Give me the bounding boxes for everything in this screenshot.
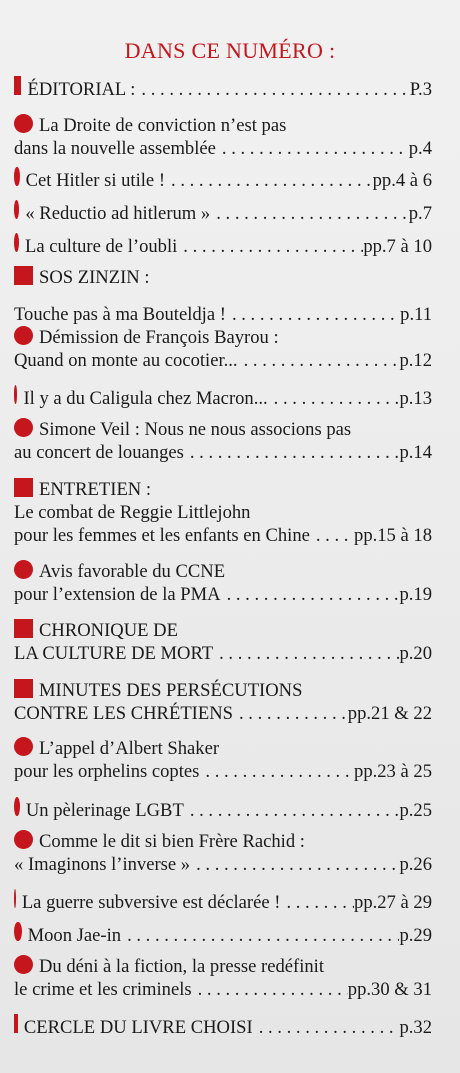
toc-entry[interactable] bbox=[14, 233, 432, 256]
toc-entry-title: MINUTES DES PERSÉCUTIONS bbox=[39, 680, 303, 701]
toc-entry[interactable] bbox=[14, 679, 432, 725]
toc-line-last bbox=[14, 1014, 432, 1037]
page-number: pp.27 à 29 bbox=[354, 892, 432, 912]
page-number: p.12 bbox=[399, 350, 432, 371]
toc-entry-title: Touche pas à ma Bouteldja ! bbox=[14, 304, 226, 325]
dot-leader bbox=[210, 202, 409, 223]
toc-entry-title: LA CULTURE DE MORT bbox=[14, 643, 214, 664]
toc-entry[interactable] bbox=[14, 922, 432, 945]
dot-leader bbox=[268, 387, 400, 408]
toc-entry[interactable] bbox=[14, 326, 432, 372]
toc-line bbox=[14, 679, 432, 702]
toc-line bbox=[14, 955, 432, 978]
toc-entry-title: dans la nouvelle assemblée bbox=[14, 138, 216, 159]
toc-entry-title: CHRONIQUE DE bbox=[39, 620, 178, 641]
toc-entry[interactable] bbox=[14, 955, 432, 1001]
dot-leader bbox=[310, 524, 354, 547]
toc-line-last bbox=[14, 922, 432, 945]
dot-leader bbox=[184, 441, 400, 464]
dot-leader bbox=[213, 642, 399, 665]
dot-leader bbox=[121, 924, 399, 945]
dot-leader bbox=[165, 169, 373, 190]
page-number: p.20 bbox=[399, 643, 432, 664]
toc-entry-title: Quand on monte au cocotier... bbox=[14, 350, 238, 371]
toc-line-last bbox=[14, 889, 432, 912]
toc-entry[interactable] bbox=[14, 114, 432, 160]
toc-entry[interactable] bbox=[14, 830, 432, 876]
dot-leader bbox=[226, 303, 400, 326]
toc-line-last bbox=[14, 978, 432, 1001]
toc-entry-title: Démission de François Bayrou : bbox=[39, 327, 279, 348]
red-circle-bullet-icon bbox=[14, 797, 20, 816]
toc-line-last bbox=[14, 853, 432, 876]
toc-line bbox=[14, 418, 432, 441]
toc-entry[interactable] bbox=[14, 167, 432, 190]
toc-entry-title: La guerre subversive est déclarée ! bbox=[21, 892, 281, 912]
toc-line-last bbox=[14, 349, 432, 372]
toc-line bbox=[14, 560, 432, 583]
toc-entry-title: « Reductio ad hitlerum » bbox=[25, 203, 211, 223]
toc-entry-title: le crime et les criminels bbox=[14, 979, 192, 1000]
toc-entry[interactable] bbox=[14, 797, 432, 820]
toc-line bbox=[14, 326, 432, 349]
red-square-bullet-icon bbox=[14, 266, 33, 285]
toc-entry-title: Un pèlerinage LGBT bbox=[25, 800, 184, 820]
page-number: p.25 bbox=[399, 800, 432, 820]
red-circle-bullet-icon bbox=[14, 955, 33, 974]
toc-entry[interactable] bbox=[14, 619, 432, 665]
toc-entry-title: pour les orphelins coptes bbox=[14, 761, 200, 782]
toc-entry-title: La culture de l’oubli bbox=[24, 236, 178, 256]
toc-entry-title: pour l’extension de la PMA bbox=[14, 584, 221, 605]
toc-entry-title: pour les femmes et les enfants en Chine bbox=[14, 525, 310, 546]
toc-line bbox=[14, 737, 432, 760]
toc-entry-title: CERCLE DU LIVRE CHOISI bbox=[23, 1017, 253, 1037]
red-circle-bullet-icon bbox=[14, 233, 19, 252]
page-title: DANS CE NUMÉRO : bbox=[124, 38, 336, 63]
page-number: P.3 bbox=[409, 79, 432, 99]
red-circle-bullet-icon bbox=[14, 385, 17, 404]
toc-entry-title: Cet Hitler si utile ! bbox=[25, 170, 166, 190]
dot-leader bbox=[216, 137, 409, 160]
toc-line-last bbox=[14, 385, 432, 408]
toc-entry-title: La Droite de conviction n’est pas bbox=[39, 115, 287, 136]
toc-line-last bbox=[14, 233, 432, 256]
page-number: pp.7 à 10 bbox=[363, 236, 432, 256]
page-number: pp.15 à 18 bbox=[354, 525, 432, 546]
toc-entry[interactable] bbox=[14, 200, 432, 223]
page-number: p.4 bbox=[408, 138, 432, 159]
toc-entry[interactable] bbox=[14, 76, 432, 99]
dot-leader bbox=[177, 235, 363, 256]
dot-leader bbox=[190, 853, 399, 876]
dot-leader bbox=[199, 760, 354, 783]
page-number: p.32 bbox=[399, 1017, 432, 1037]
dot-leader bbox=[238, 349, 400, 372]
red-circle-bullet-icon bbox=[14, 922, 22, 941]
toc-entry[interactable] bbox=[14, 560, 432, 606]
toc-entry[interactable] bbox=[14, 418, 432, 464]
dot-leader bbox=[184, 799, 400, 820]
toc-entry-title: « Imaginons l’inverse » bbox=[14, 854, 191, 875]
toc-entry-title: Simone Veil : Nous ne nous associons pas bbox=[39, 419, 352, 440]
toc-entry-title: Avis favorable du CCNE bbox=[39, 561, 226, 582]
toc-entry[interactable] bbox=[14, 889, 432, 912]
toc-line-last bbox=[14, 167, 432, 190]
page-number: pp.21 & 22 bbox=[347, 703, 432, 724]
red-square-bullet-icon bbox=[14, 478, 33, 497]
toc-line-last bbox=[14, 702, 432, 725]
red-square-bullet-icon bbox=[14, 679, 33, 698]
red-circle-bullet-icon bbox=[14, 560, 33, 579]
toc-entry-title: Il y a du Caligula chez Macron... bbox=[23, 388, 268, 408]
toc-line bbox=[14, 619, 432, 642]
toc-line-last bbox=[14, 200, 432, 223]
page-number: p.26 bbox=[399, 854, 432, 875]
red-circle-bullet-icon bbox=[14, 889, 16, 908]
dot-leader bbox=[192, 978, 348, 1001]
toc-entry-title: Du déni à la fiction, la presse redéfinit bbox=[39, 956, 324, 977]
red-circle-bullet-icon bbox=[14, 200, 19, 219]
toc-entry-title: au concert de louanges bbox=[14, 442, 184, 463]
red-circle-bullet-icon bbox=[14, 114, 33, 133]
toc-line bbox=[14, 266, 432, 289]
toc-line bbox=[14, 114, 432, 137]
page-number: p.13 bbox=[399, 388, 432, 408]
toc-entry[interactable] bbox=[14, 737, 432, 783]
page-number: p.14 bbox=[399, 442, 432, 463]
dot-leader bbox=[135, 78, 409, 99]
dot-leader bbox=[280, 891, 354, 912]
red-square-bullet-icon bbox=[14, 619, 33, 638]
toc-entry-title: L’appel d’Albert Shaker bbox=[39, 738, 220, 759]
toc-line bbox=[14, 501, 432, 524]
toc-entry-title: SOS ZINZIN : bbox=[39, 267, 150, 288]
toc-line-last bbox=[14, 760, 432, 783]
toc-line-last bbox=[14, 583, 432, 606]
toc-entry-title: Comme le dit si bien Frère Rachid : bbox=[39, 831, 305, 852]
toc-entry-title: Moon Jae-in bbox=[27, 925, 122, 945]
red-circle-bullet-icon bbox=[14, 418, 33, 437]
toc-entry[interactable] bbox=[14, 385, 432, 408]
toc-line-last bbox=[14, 441, 432, 464]
toc-entry-title: ENTRETIEN : bbox=[39, 479, 152, 500]
toc-line-last bbox=[14, 797, 432, 820]
page-number: pp.4 à 6 bbox=[372, 170, 432, 190]
toc-line-last bbox=[14, 642, 432, 665]
toc-line-last bbox=[14, 524, 432, 547]
toc-entry-title: ÉDITORIAL : bbox=[27, 79, 136, 99]
dot-leader bbox=[253, 1016, 400, 1037]
red-square-bullet-icon bbox=[14, 1014, 18, 1033]
toc-entry[interactable] bbox=[14, 1014, 432, 1037]
page-number: p.7 bbox=[408, 203, 432, 223]
dot-leader bbox=[233, 702, 348, 725]
toc-entry[interactable] bbox=[14, 478, 432, 547]
dot-leader bbox=[221, 583, 400, 606]
toc-entry-title: CONTRE LES CHRÉTIENS bbox=[14, 703, 233, 724]
page-number: p.19 bbox=[399, 584, 432, 605]
toc-line bbox=[14, 830, 432, 853]
red-circle-bullet-icon bbox=[14, 167, 20, 186]
page-number: p.11 bbox=[400, 304, 432, 325]
toc-line-last bbox=[14, 137, 432, 160]
page-number: pp.23 à 25 bbox=[354, 761, 432, 782]
page-number: p.29 bbox=[399, 925, 432, 945]
toc-entry-title: Le combat de Reggie Littlejohn bbox=[14, 502, 251, 523]
red-circle-bullet-icon bbox=[14, 326, 33, 345]
red-circle-bullet-icon bbox=[14, 737, 33, 756]
red-square-bullet-icon bbox=[14, 76, 21, 95]
toc-line-last bbox=[14, 303, 432, 326]
toc-line-last bbox=[14, 76, 432, 99]
toc-line bbox=[14, 478, 432, 501]
toc-entry[interactable] bbox=[14, 266, 432, 326]
red-circle-bullet-icon bbox=[14, 830, 33, 849]
page-number: pp.30 & 31 bbox=[347, 979, 432, 1000]
